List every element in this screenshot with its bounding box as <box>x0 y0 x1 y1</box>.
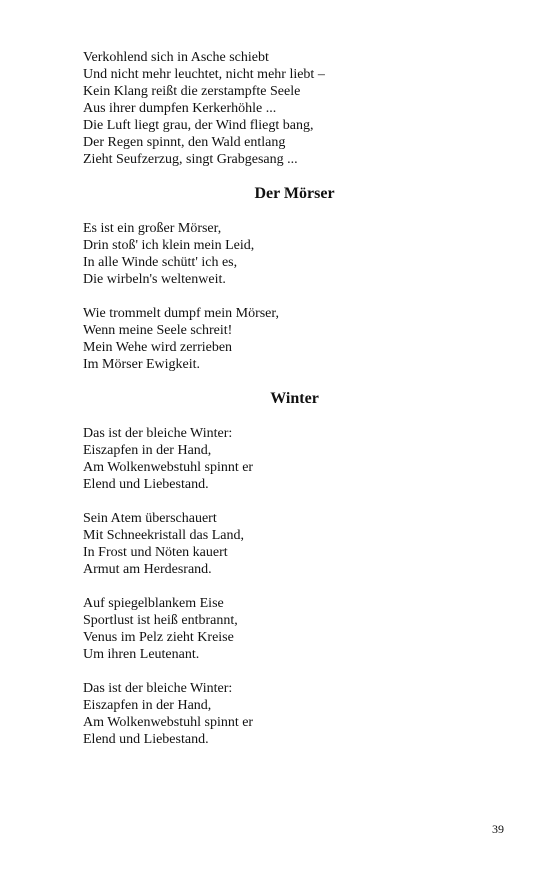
poem-title: Winter <box>270 390 319 407</box>
stanza <box>83 49 513 168</box>
stanza <box>83 680 513 748</box>
verse-line: In alle Winde schütt' ich es, <box>83 255 238 270</box>
verse-line: Armut am Herdesrand. <box>83 562 212 577</box>
poem-title: Der Mörser <box>254 185 335 202</box>
verse-line: Sportlust ist heiß entbrannt, <box>83 613 238 628</box>
verse-line: Kein Klang reißt die zerstampfte Seele <box>83 84 301 99</box>
verse-line: Eiszapfen in der Hand, <box>83 443 212 458</box>
verse-line: Die wirbeln's weltenweit. <box>83 272 226 287</box>
verse-line: Es ist ein großer Mörser, <box>83 221 222 236</box>
verse-line: Venus im Pelz zieht Kreise <box>83 630 234 645</box>
verse-line: Sein Atem überschauert <box>83 511 217 526</box>
stanza <box>83 425 513 493</box>
verse-line: Mit Schneekristall das Land, <box>83 528 244 543</box>
stanza <box>83 220 513 288</box>
stanza <box>83 305 513 373</box>
verse-line: Verkohlend sich in Asche schiebt <box>83 50 269 65</box>
verse-line: Wenn meine Seele schreit! <box>83 323 233 338</box>
verse-line: Eiszapfen in der Hand, <box>83 698 212 713</box>
verse-line: Der Regen spinnt, den Wald entlang <box>83 135 286 150</box>
verse-line: Das ist der bleiche Winter: <box>83 426 233 441</box>
verse-line: Drin stoß' ich klein mein Leid, <box>83 238 255 253</box>
verse-line: Und nicht mehr leuchtet, nicht mehr liebt – <box>83 67 325 82</box>
verse-line: Elend und Liebestand. <box>83 477 209 492</box>
verse-line: Am Wolkenwebstuhl spinnt er <box>83 460 254 475</box>
verse-line: Elend und Liebestand. <box>83 732 209 747</box>
verse-line: Auf spiegelblankem Eise <box>83 596 224 611</box>
stanza <box>83 510 513 578</box>
verse-line: In Frost und Nöten kauert <box>83 545 228 560</box>
verse-line: Mein Wehe wird zerrieben <box>83 340 233 355</box>
page-content <box>83 49 513 765</box>
verse-line: Wie trommelt dumpf mein Mörser, <box>83 306 279 321</box>
stanza <box>83 595 513 663</box>
verse-line: Aus ihrer dumpfen Kerkerhöhle ... <box>83 101 277 116</box>
verse-line: Die Luft liegt grau, der Wind fliegt bang, <box>83 118 314 133</box>
verse-line: Zieht Seufzerzug, singt Grabgesang ... <box>83 152 298 167</box>
page-number: 39 <box>492 822 504 836</box>
verse-line: Im Mörser Ewigkeit. <box>83 357 201 372</box>
verse-line: Am Wolkenwebstuhl spinnt er <box>83 715 254 730</box>
verse-line: Das ist der bleiche Winter: <box>83 681 233 696</box>
verse-line: Um ihren Leutenant. <box>83 647 200 662</box>
